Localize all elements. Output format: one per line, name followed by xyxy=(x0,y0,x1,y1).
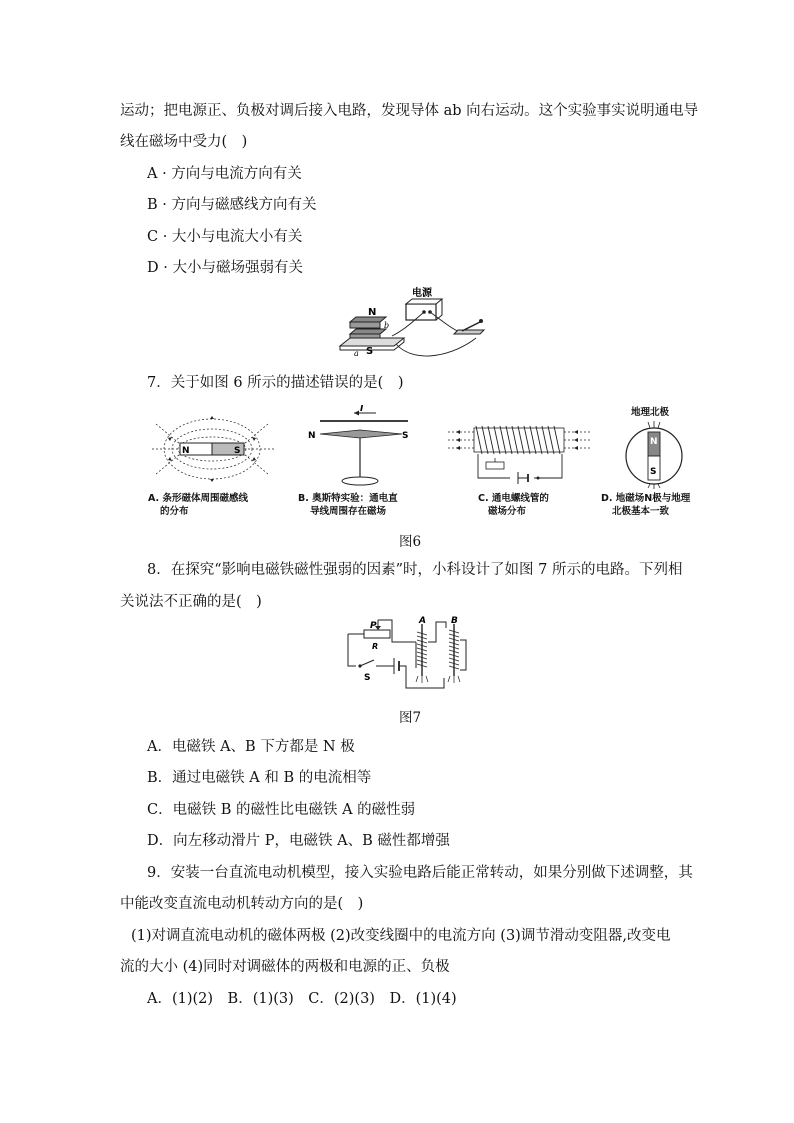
q7-panel-b-caption-line2: 导线周围存在磁场 xyxy=(310,506,387,517)
figure-6-caption: 图6 xyxy=(398,534,422,550)
q9-stem-line1: 9．安装一台直流电动机模型，接入实验电路后能正常转动，如果分别做下述调整，其 xyxy=(147,865,693,881)
q7-panel-a-caption-line1: A. 条形磁体周围磁感线 xyxy=(148,493,248,504)
q7-panel-b-caption-line1: B. 奥斯特实验：通电直 xyxy=(298,493,398,504)
rail-b-label: b xyxy=(384,321,390,330)
power-label: 电源 xyxy=(412,288,432,299)
panel-b-n-label: N xyxy=(308,431,316,441)
q7-panel-b-oersted xyxy=(306,405,416,490)
q7-panel-a-bar-magnet xyxy=(150,408,280,490)
q9-stem-line2: 中能改变直流电动机转动方向的是( ) xyxy=(120,896,364,912)
q8-electromagnet-circuit-figure xyxy=(342,616,472,694)
slider-p-label: P xyxy=(370,621,377,631)
q6-stem-line2: 线在磁场中受力( ) xyxy=(120,134,248,150)
q6-option-c: C · 大小与电流大小有关 xyxy=(147,229,303,245)
q7-panel-c-solenoid xyxy=(446,418,592,490)
resistor-r-label: R xyxy=(372,642,379,651)
q6-option-d: D · 大小与磁场强弱有关 xyxy=(147,260,303,276)
q8-stem-line1: 8．在探究“影响电磁铁磁性强弱的因素”时，小科设计了如图 7 所示的电路。下列相 xyxy=(147,562,683,578)
magnet-n-label: N xyxy=(368,307,377,318)
q9-stem-line4: 流的大小 (4)同时对调磁体的两极和电源的正、负极 xyxy=(120,959,450,975)
electromagnet-b-label: B xyxy=(451,616,458,626)
magnet-s-label: S xyxy=(366,346,374,357)
q7-panel-d-geomagnetic xyxy=(614,418,694,490)
q8-option-b: B．通过电磁铁 A 和 B 的电流相等 xyxy=(147,770,372,786)
figure-7-caption: 图7 xyxy=(398,710,422,726)
q8-stem-line2: 关说法不正确的是( ) xyxy=(120,594,262,610)
panel-d-s-label: S xyxy=(650,467,657,477)
q7-panel-c-caption-line2: 磁场分布 xyxy=(488,506,527,517)
q6-stem-line1: 运动；把电源正、负极对调后接入电路，发现导体 ab 向右运动。这个实验事实说明通电导 xyxy=(120,103,699,119)
q9-options: A．(1)(2) B．(1)(3) C．(2)(3) D．(1)(4) xyxy=(147,991,457,1007)
panel-d-n-label: N xyxy=(650,437,658,447)
q8-option-a: A．电磁铁 A、B 下方都是 N 极 xyxy=(147,739,355,755)
panel-b-s-label: S xyxy=(402,431,409,441)
q7-panel-d-top-label: 地理北极 xyxy=(631,407,670,418)
q6-option-b: B · 方向与磁感线方向有关 xyxy=(147,197,317,213)
q9-stem-line3: (1)对调直流电动机的磁体两极 (2)改变线圈中的电流方向 (3)调节滑动变阻器,改变电 xyxy=(131,928,671,944)
q8-option-d: D．向左移动滑片 P，电磁铁 A、B 磁性都增强 xyxy=(147,833,450,849)
q6-motor-experiment-figure xyxy=(336,284,486,360)
electromagnet-a-label: A xyxy=(419,616,426,626)
switch-s-label: S xyxy=(364,673,371,683)
q7-panel-d-caption-line2: 北极基本一致 xyxy=(612,506,670,517)
q7-panel-a-caption-line2: 的分布 xyxy=(160,506,189,517)
q7-panel-c-caption-line1: C. 通电螺线管的 xyxy=(478,493,549,504)
q7-panel-d-caption-line1: D. 地磁场N极与地理 xyxy=(601,493,691,504)
panel-a-n-label: N xyxy=(182,446,190,456)
q7-stem: 7．关于如图 6 所示的描述错误的是( ) xyxy=(147,375,404,391)
panel-a-s-label: S xyxy=(234,446,241,456)
q8-option-c: C．电磁铁 B 的磁性比电磁铁 A 的磁性弱 xyxy=(147,802,416,818)
panel-b-current-label: I xyxy=(360,405,364,414)
rail-a-label: a xyxy=(354,349,359,358)
q6-option-a: A · 方向与电流方向有关 xyxy=(147,166,302,182)
